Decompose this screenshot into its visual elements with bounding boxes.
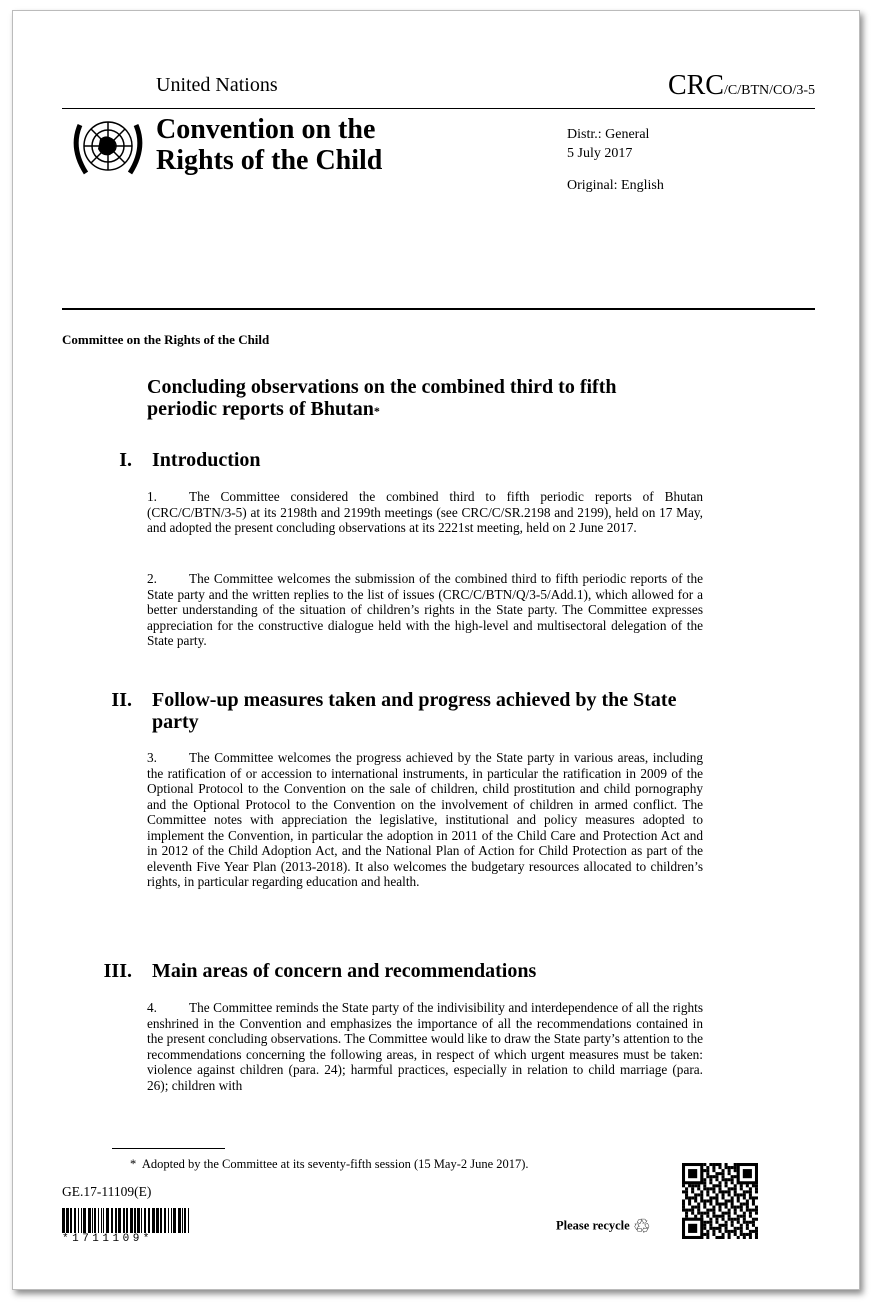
paragraph-text: The Committee welcomes the progress achieved by the State party in various areas, including the ratification of or accession to international instruments, in particular the ratification in 2009 of the Optional Protocol to the Convention on the sale of children, child prostitution and child pornography and the Optional Protocol to the Convention on the involvement of children in armed conflict. The Committee notes with appreciation the legislative, institutional and policy measures adopted to implement the Convention, in particular the adoption in 2011 of the Child Care and Protection Act and in 2012 of the Child Adoption Act, and the National Plan of Action for Child Protection as part of the eleventh Five Year Plan (2013-2018). It also welcomes the budgetary resources allocated to children’s rights, in particular regarding education and health. (147, 750, 703, 889)
paragraph (147, 571, 703, 649)
document-title (147, 376, 687, 422)
header-rule (62, 108, 815, 109)
paragraph (147, 750, 703, 890)
section-title: Introduction (152, 449, 261, 471)
recycle-note (556, 1214, 651, 1239)
section-heading (80, 960, 720, 982)
paragraph-number: 2. (147, 571, 157, 586)
body-title-line1: Convention on the (156, 114, 376, 145)
section-heading (80, 689, 720, 733)
paragraph-number: 3. (147, 750, 157, 765)
body-title (156, 114, 382, 176)
distribution-info (567, 125, 649, 163)
paragraph-number: 1. (147, 489, 157, 504)
document-page (12, 10, 860, 1290)
job-number: GE.17-11109(E) (62, 1184, 152, 1199)
paragraph (147, 1000, 703, 1093)
paragraph-text: The Committee welcomes the submission of the combined third to fifth periodic reports of the State party and the written replies to the list of issues (CRC/C/BTN/Q/3-5/Add.1), which allowed for a better understanding of the situation of children’s rights in the State party. The Committee expresses appreciation for the constructive dialogue held with the high-level and multisectoral delegation of the State party. (147, 571, 703, 648)
organization: United Nations (156, 74, 278, 96)
qr-code-icon (682, 1163, 758, 1239)
section-title: Follow-up measures taken and progress achieved by the State party (152, 689, 677, 733)
paragraph (147, 489, 703, 536)
thick-rule (62, 308, 815, 310)
paragraph-text: The Committee reminds the State party of the indivisibility and interdependence of all the rights enshrined in the Convention and emphasizes the importance of all the recommendations contained in the present concluding observations. The Committee would like to draw the State party’s attention to the recommendations concerning the following areas, in respect of which urgent measures must be taken: violence against children (para. 24); harmful practices, especially in relation to child marriage (para. 26); children with (147, 1000, 703, 1093)
section-number: I. (119, 449, 132, 471)
original-language: Original: English (567, 178, 664, 193)
section-title: Main areas of concern and recommendations (152, 960, 537, 982)
paragraph-text: The Committee considered the combined third to fifth periodic reports of Bhutan (CRC/C/BTN/3-5) at its 2198th and 2199th meetings (see CRC/C/SR.2198 and 2199), held on 17 May, and adopted the present concluding observations at its 2221st meeting, held on 2 June 2017. (147, 489, 703, 535)
footnote-rule (112, 1148, 225, 1149)
barcode-icon (62, 1208, 190, 1233)
committee-name: Committee on the Rights of the Child (62, 332, 270, 347)
paragraph-number: 4. (147, 1000, 157, 1015)
footnote (130, 1157, 529, 1172)
recycle-text: Please recycle (556, 1218, 630, 1233)
distribution: Distr.: General (567, 127, 650, 142)
document-symbol (668, 70, 815, 102)
footnote-text: Adopted by the Committee at its seventy-fifth session (15 May-2 June 2017). (141, 1157, 529, 1171)
recycle-icon: ♲ (632, 1216, 651, 1238)
title-line2: periodic reports of Bhutan (147, 398, 374, 420)
symbol-suffix: /C/BTN/CO/3-5 (723, 83, 815, 98)
section-number: II. (111, 689, 132, 711)
title-line1: Concluding observations on the combined third to fifth (147, 376, 617, 398)
date: 5 July 2017 (567, 146, 633, 161)
section-heading (80, 449, 720, 471)
body-title-line2: Rights of the Child (156, 145, 383, 176)
un-emblem-icon (66, 113, 150, 183)
symbol-main: CRC (667, 70, 724, 101)
footnote-mark: * (373, 404, 380, 418)
footnote-mark: * (130, 1157, 137, 1171)
section-number: III. (103, 960, 132, 982)
barcode-text: *1711109* (62, 1233, 153, 1245)
